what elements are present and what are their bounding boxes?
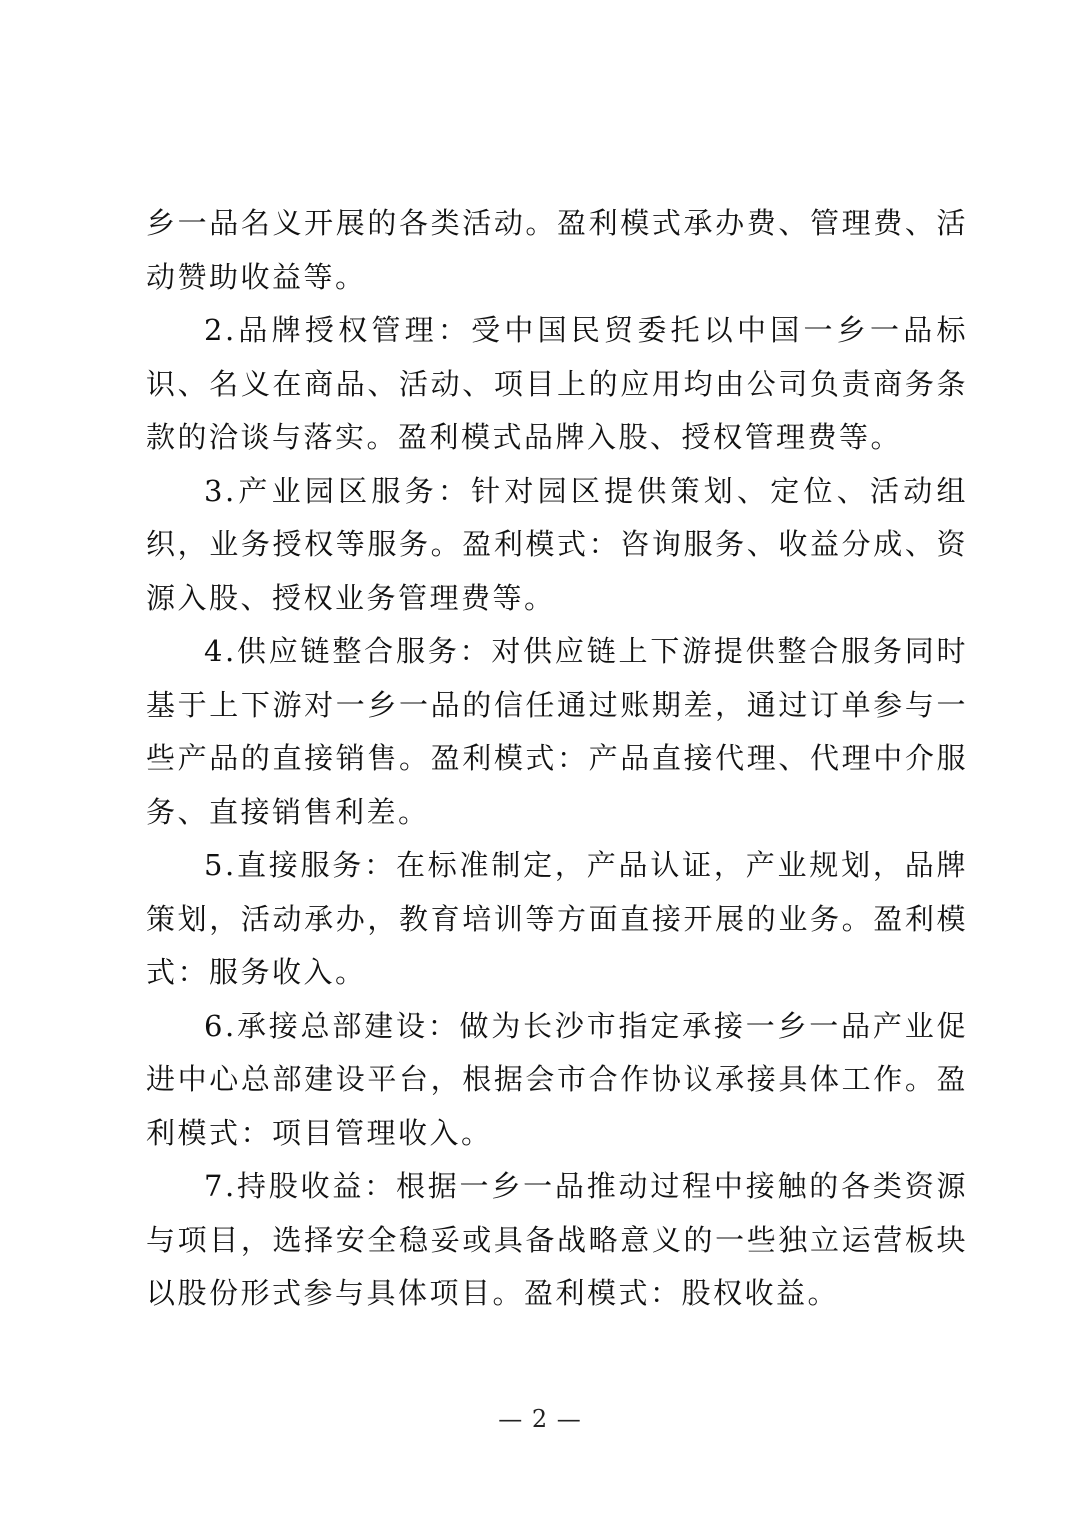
- paragraph-continuation: 乡一品名义开展的各类活动。盈利模式承办费、管理费、活动赞助收益等。: [146, 206, 968, 294]
- paragraph-industrial-park-services: 3.产业园区服务：针对园区提供策划、定位、活动组织，业务授权等服务。盈利模式：咨询服务、收益分成、资源入股、授权业务管理费等。: [146, 473, 968, 615]
- paragraph-brand-licensing: 2.品牌授权管理：受中国民贸委托以中国一乡一品标识、名义在商品、活动、项目上的应用均由公司负责商务条款的洽谈与落实。盈利模式品牌入股、授权管理费等。: [146, 313, 968, 454]
- page-number: — 2 —: [498, 1405, 582, 1433]
- paragraph-headquarters-construction: 6.承接总部建设：做为长沙市指定承接一乡一品产业促进中心总部建设平台，根据会市合作协议承接具体工作。盈利模式：项目管理收入。: [146, 1008, 968, 1150]
- paragraph-direct-services: 5.直接服务：在标准制定，产品认证，产业规划，品牌策划，活动承办，教育培训等方面直接开展的业务。盈利模式：服务收入。: [146, 848, 968, 989]
- document-body: [146, 197, 968, 1321]
- paragraph-supply-chain-services: 4.供应链整合服务：对供应链上下游提供整合服务同时基于上下游对一乡一品的信任通过账期差，通过订单参与一些产品的直接销售。盈利模式：产品直接代理、代理中介服务、直接销售利差。: [146, 634, 968, 829]
- paragraph-equity-income: 7.持股收益：根据一乡一品推动过程中接触的各类资源与项目，选择安全稳妥或具备战略意义的一些独立运营板块以股份形式参与具体项目。盈利模式：股权收益。: [146, 1169, 968, 1310]
